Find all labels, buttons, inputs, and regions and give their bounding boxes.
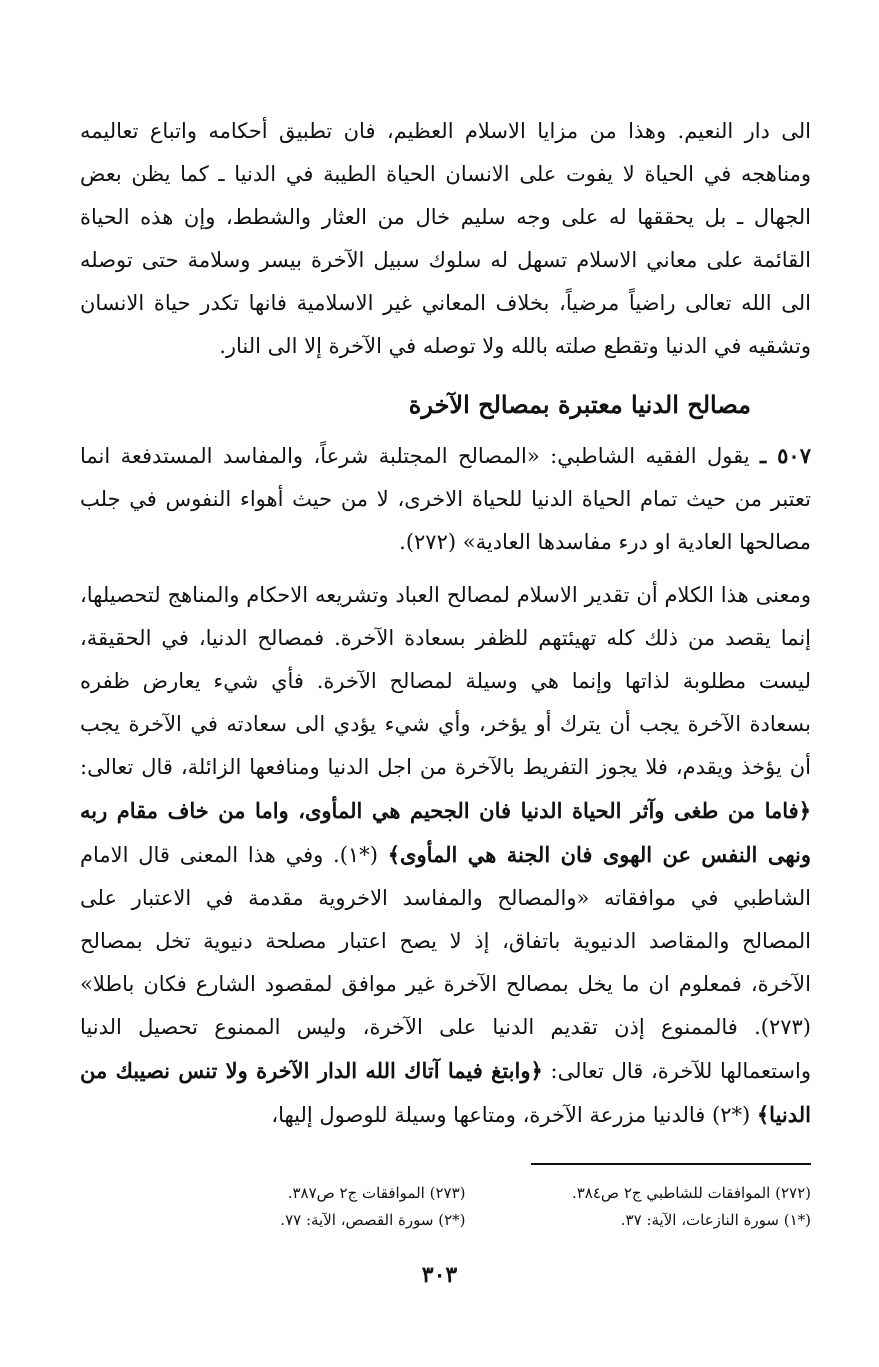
page-body bbox=[80, 110, 811, 1137]
footnote-273: (٢٧٣) الموافقات ج٢ ص٣٨٧. bbox=[287, 1184, 466, 1202]
footnotes bbox=[160, 1180, 811, 1234]
paragraph-507-text: يقول الفقيه الشاطبي: «المصالح المجتلبة شرعاً، والمفاسد المستدفعة انما تعتبر من حيث تمام الحياة الدنيا للحياة الاخرى، لا من حيث أهواء النفوس في جلب مصالحها العادية او درء مفاسدها العادية» (٢٧٢). bbox=[80, 444, 811, 554]
quran-quote-1: ﴿فاما من طغى وآثر الحياة الدنيا فان الجحيم هي المأوى، واما من خاف مقام ربه ونهى النفس عن الهوى فان الجنة هي المأوى﴾ bbox=[80, 798, 811, 867]
commentary-part-1: ومعنى هذا الكلام أن تقدير الاسلام لمصالح العباد وتشريعه الاحكام والمناهج لتحصيلها، إنما يقصد من ذلك كله تهيئتهم للظفر بسعادة الآخرة. فمصالح الدنيا، في الحقيقة، ليست مطلوبة لذاتها وإنما هي وسيلة لمصالح الآخرة. فأي شيء يعارض ظفره بسعادة الآخرة يجب أن يترك أو يؤخر، وأي شيء يؤدي الى سعادته في الآخرة يجب أن يؤخذ ويقدم، فلا يجوز التفريط بالآخرة من اجل الدنيا ومنافعها الزائلة، قال تعالى: bbox=[80, 583, 812, 779]
footnote-star-2: (*٢) سورة القصص، الآية: ٧٧. bbox=[280, 1211, 466, 1229]
commentary-part-2: (*١). وفي هذا المعنى قال الامام الشاطبي في موافقاته «والمصالح والمفاسد الاخروية مقدمة في الاعتبار على المصالح والمقاصد الدنيوية باتفاق، إذ لا يصح اعتبار مصلحة دنيوية تخل بمصالح الآخرة، فمعلوم ان ما يخل بمصالح الآخرة غير موافق لمقصود الشارع فكان باطلا» (٢٧٣). فالممنوع إذن تقديم الدنيا على الآخرة، وليس الممنوع تحصيل الدنيا واستعمالها للآخرة، قال تعالى: bbox=[80, 843, 812, 1083]
page-number: ٣٠٣ bbox=[421, 1262, 458, 1288]
commentary-part-3: (*٢) فالدنيا مزرعة الآخرة، ومتاعها وسيلة للوصول إليها، bbox=[271, 1103, 751, 1127]
section-heading: مصالح الدنيا معتبرة بمصالح الآخرة bbox=[408, 390, 751, 419]
footnote-272: (٢٧٢) الموافقات للشاطبي ج٢ ص٣٨٤. bbox=[571, 1184, 811, 1202]
quran-quote-2: ﴿وابتغ فيما آتاك الله الدار الآخرة ولا تنس نصيبك من الدنيا﴾ bbox=[80, 1058, 811, 1127]
footnote-star-1: (*١) سورة النازعات، الآية: ٣٧. bbox=[620, 1211, 811, 1229]
footnote-divider bbox=[531, 1163, 811, 1165]
paragraph-number: ٥٠٧ ـ bbox=[759, 443, 811, 468]
paragraph-507 bbox=[80, 434, 811, 564]
paragraph-intro: الى دار النعيم. وهذا من مزايا الاسلام العظيم، فان تطبيق أحكامه واتباع تعاليمه ومناهجه في الحياة لا يفوت على الانسان الحياة الطيبة في الدنيا ـ كما يظن بعض الجهال ـ بل يحققها له على وجه سليم خال من العثار والشطط، وإن هذه الحياة القائمة على معاني الاسلام تسهل له سلوك سبيل الآخرة بيسر وسلامة حتى توصله الى الله تعالى راضياً مرضياً، بخلاف المعاني غير الاسلامية فانها تكدر حياة الانسان وتشقيه في الدنيا وتقطع صلته بالله ولا توصله في الآخرة إلا الى النار. bbox=[80, 119, 811, 358]
paragraph-commentary bbox=[80, 574, 811, 1137]
